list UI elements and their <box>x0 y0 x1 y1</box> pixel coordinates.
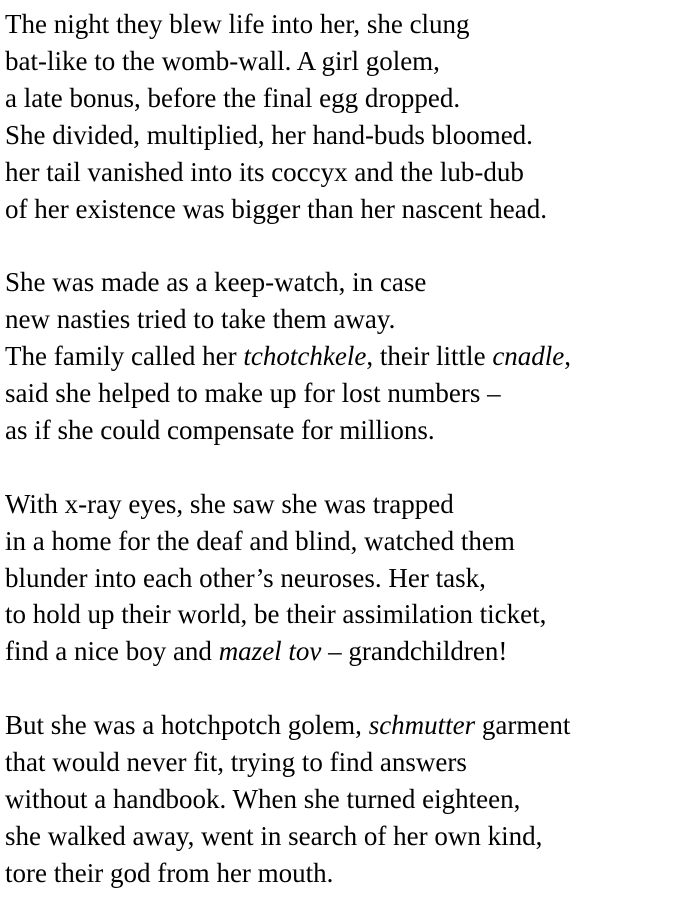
poem-text <box>5 6 688 892</box>
poem-line: of her existence was bigger than her nascent head. <box>5 193 548 224</box>
italic-word: cnadle <box>492 341 565 372</box>
stanza-4 <box>5 707 688 892</box>
poem-line: in a home for the deaf and blind, watched them <box>5 525 515 556</box>
poem-line: she walked away, went in search of her own kind, <box>5 820 543 851</box>
poem-line: The night they blew life into her, she clung <box>5 9 470 39</box>
stanza-3 <box>5 486 688 671</box>
poem-line: But she was a hotchpotch golem, schmutter garment <box>5 710 571 741</box>
poem-line: tore their god from her mouth. <box>5 857 334 888</box>
poem-line: new nasties tried to take them away. <box>5 304 396 335</box>
italic-word: mazel tov <box>218 636 322 667</box>
stanza-1 <box>5 6 688 227</box>
italic-word: tchotchkele <box>243 341 367 372</box>
poem-line: find a nice boy and mazel tov – grandchildren! <box>5 636 508 667</box>
poem-line: to hold up their world, be their assimilation ticket, <box>5 599 547 630</box>
poem-line: She was made as a keep-watch, in case <box>5 267 427 298</box>
stanza-2 <box>5 264 688 449</box>
poem-line: a late bonus, before the final egg dropped. <box>5 82 461 113</box>
poem-line: said she helped to make up for lost numbers – <box>5 378 501 409</box>
poem-line: The family called her tchotchkele, their little cnadle, <box>5 341 572 372</box>
poem-line: that would never fit, trying to find answers <box>5 747 467 778</box>
italic-word: schmutter <box>368 710 476 741</box>
poem-line: She divided, multiplied, her hand-buds bloomed. <box>5 119 533 150</box>
poem-line: blunder into each other’s neuroses. Her task, <box>5 562 486 593</box>
poem-line: without a handbook. When she turned eighteen, <box>5 783 521 814</box>
poem-line: as if she could compensate for millions. <box>5 414 435 445</box>
poem-line: bat-like to the womb-wall. A girl golem, <box>5 45 440 76</box>
poem-line: her tail vanished into its coccyx and the lub-dub <box>5 156 524 187</box>
poem-line: With x-ray eyes, she saw she was trapped <box>5 488 454 519</box>
